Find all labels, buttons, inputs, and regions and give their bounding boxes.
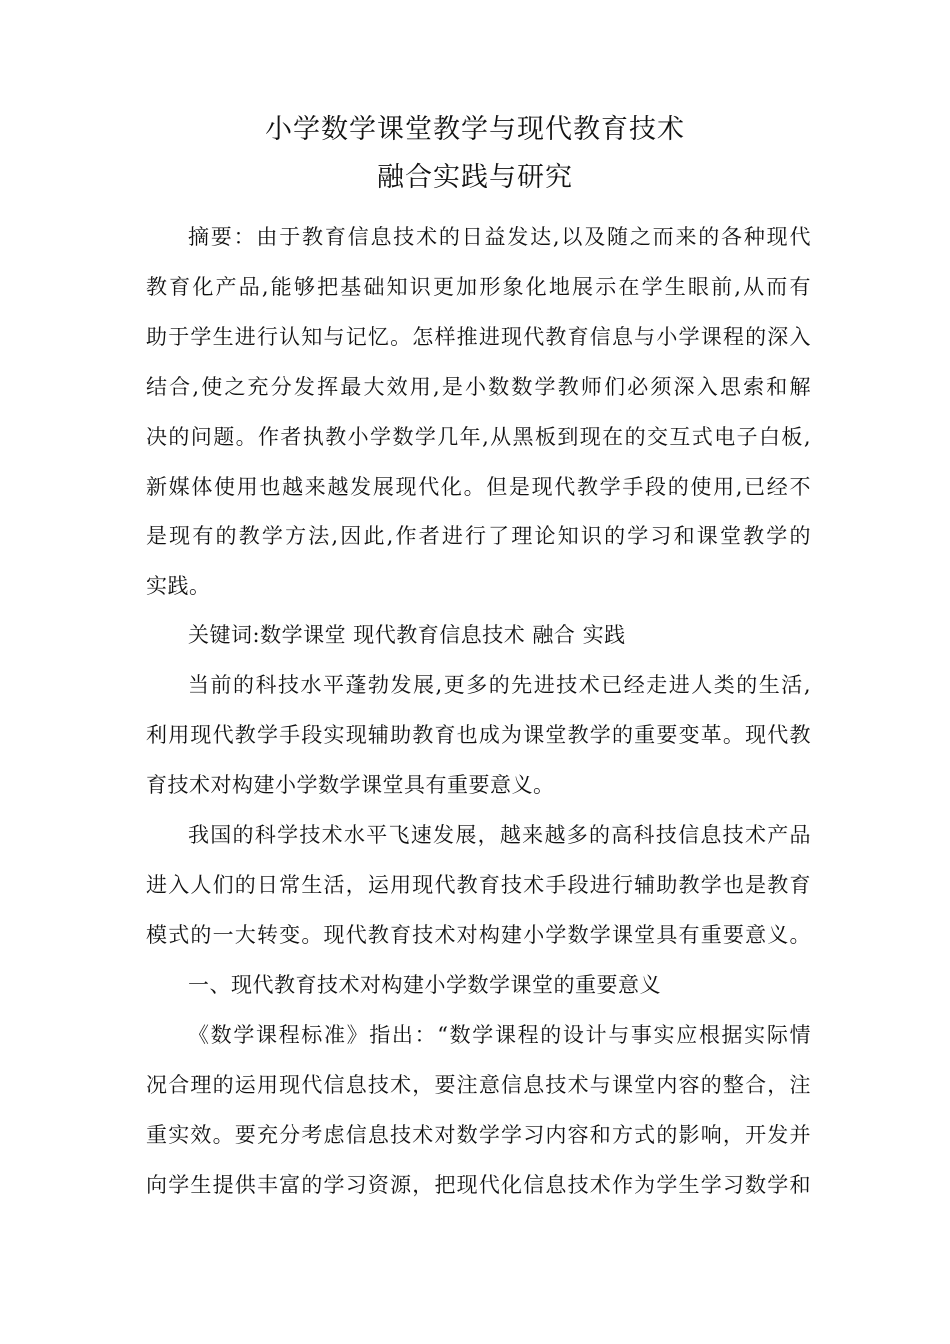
body-line: 我国的科学技术水平飞速发展，越来越多的高科技信息技术产品 (188, 823, 811, 847)
document-title-line-2: 融合实践与研究 (377, 162, 573, 193)
body-line: 育技术对构建小学数学课堂具有重要意义。 (146, 773, 555, 797)
body-line: 况合理的运用现代信息技术，要注意信息技术与课堂内容的整合，注 (146, 1073, 811, 1097)
abstract-line: 结合,使之充分发挥最大效用,是小数数学教师们必须深入思索和解 (146, 375, 811, 399)
abstract-line: 决的问题。作者执教小学数学几年,从黑板到现在的交互式电子白板, (146, 425, 811, 449)
abstract-line: 教育化产品,能够把基础知识更加形象化地展示在学生眼前,从而有 (146, 275, 811, 299)
keywords-line: 关键词:数学课堂 现代教育信息技术 融合 实践 (188, 623, 626, 647)
body-line: 向学生提供丰富的学习资源，把现代化信息技术作为学生学习数学和 (146, 1173, 811, 1197)
body-line: 《数学课程标准》指出：“数学课程的设计与事实应根据实际情 (188, 1023, 811, 1047)
body-line: 利用现代教学手段实现辅助教育也成为课堂教学的重要变革。现代教 (146, 723, 811, 747)
body-line: 当前的科技水平蓬勃发展,更多的先进技术已经走进人类的生活, (188, 673, 811, 697)
body-line: 模式的一大转变。现代教育技术对构建小学数学课堂具有重要意义。 (146, 923, 811, 947)
abstract-line: 助于学生进行认知与记忆。怎样推进现代教育信息与小学课程的深入 (146, 325, 811, 349)
abstract-line: 新媒体使用也越来越发展现代化。但是现代教学手段的使用,已经不 (146, 475, 811, 499)
section-heading: 一、现代教育技术对构建小学数学课堂的重要意义 (188, 973, 661, 997)
document-title-line-1: 小学数学课堂教学与现代教育技术 (265, 114, 685, 145)
body-line: 进入人们的日常生活，运用现代教育技术手段进行辅助教学也是教育 (146, 873, 811, 897)
abstract-line: 摘要：由于教育信息技术的日益发达,以及随之而来的各种现代 (188, 225, 811, 249)
abstract-line: 实践。 (146, 574, 211, 598)
body-line: 重实效。要充分考虑信息技术对数学学习内容和方式的影响，开发并 (146, 1123, 811, 1147)
abstract-line: 是现有的教学方法,因此,作者进行了理论知识的学习和课堂教学的 (146, 524, 811, 548)
